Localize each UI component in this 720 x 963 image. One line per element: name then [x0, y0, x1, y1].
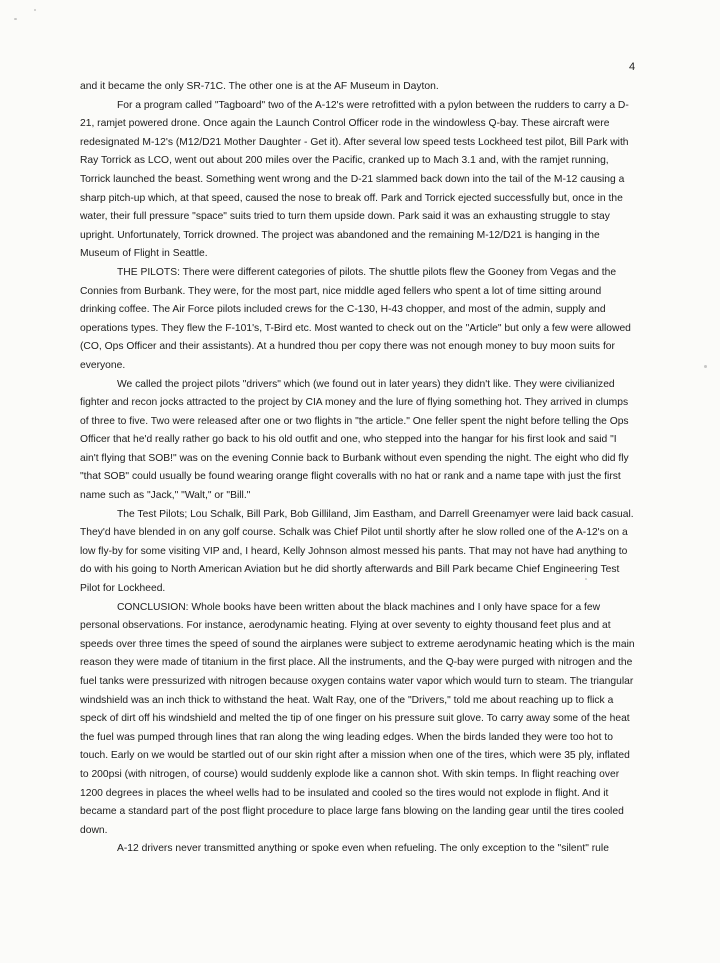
paragraph: For a program called "Tagboard" two of the A-12's were retrofitted with a pylon between the rudders to carry a D-21, ramjet powered drone. Once again the Launch Control Officer rode in the windowless Q-bay. These aircraft were redesignated M-12's (M12/D21 Mother Daughter - Get it). After several low speed tests Lockheed test pilot, Bill Park with Ray Torrick as LCO, went out about 200 miles over the Pacific, cranked up to Mach 3.1 and, with the ramjet running, Torrick launched the beast. Something went wrong and the D-21 slammed back down into the tail of the M-12 causing a sharp pitch-up which, at that speed, caused the nose to break off. Park and Torrick ejected successfully but, once in the water, their full pressure "space" suits tried to turn them upside down. Park said it was an exhausting struggle to stay upright. Unfortunately, Torrick drowned. The project was abandoned and the remaining M-12/D21 is hanging in the Museum of Flight in Seattle. — [80, 99, 629, 260]
scan-speck — [704, 365, 707, 368]
paragraph: THE PILOTS: There were different categories of pilots. The shuttle pilots flew the Gooney from Vegas and the Connies from Burbank. They were, for the most part, nice middle aged fellers who spent a lot of time sitting around drinking coffee. The Air Force pilots included crews for the C-130, H-43 chopper, and most of the admin, supply and operations types. They flew the F-101's, T-Bird etc. Most wanted to check out on the "Article" but only a few were allowed (CO, Ops Officer and their assistants). At a hundred thou per copy there was not enough money to buy moon suits for everyone. — [80, 266, 631, 371]
paragraph: CONCLUSION: Whole books have been written about the black machines and I only have space for a few personal observations. For instance, aerodynamic heating. Flying at over seventy to eighty thousand feet plus and at speeds over three times the speed of sound the airplanes were subject to extreme aerodynamic heating which is the main reason they were made of titanium in the first place. All the instruments, and the Q-bay were purged with nitrogen and the fuel tanks were pressurized with nitrogen because oxygen contains water vapor which would turn to steam. The triangular windshield was an inch thick to withstand the heat. Walt Ray, one of the "Drivers," told me about reaching up to flick a speck of dirt off his windshield and melted the tip of one finger on his pressure suit glove. To carry away some of the heat the fuel was pumped through lines that ran along the wing leading edges. When the birds landed they were too hot to touch. Early on we would be startled out of our skin right after a mission when one of the tires, which were 35 ply, inflated to 200psi (with nitrogen, of course) would suddenly explode like a cannon shot. With skin temps. In flight reaching over 1200 degrees in places the wheel wells had to be insulated and cooled so the tires would not explode in flight. And it became a standard part of the post flight procedure to place large fans blowing on the landing gear until the tires cooled down. — [80, 601, 635, 836]
paragraph: The Test Pilots; Lou Schalk, Bill Park, Bob Gilliland, Jim Eastham, and Darrell Greenamyer were laid back casual. They'd have blended in on any golf course. Schalk was Chief Pilot until shortly after he slow rolled one of the A-12's on a low fly-by for some visiting VIP and, I heard, Kelly Johnson almost messed his pants. That may not have had anything to do with his going to North American Aviation but he did shortly afterwards and Bill Park became Chief Engineering Test Pilot for Lockheed. — [80, 508, 634, 595]
page-number: 4 — [629, 61, 636, 73]
paragraph: and it became the only SR-71C. The other one is at the AF Museum in Dayton. — [80, 81, 439, 92]
paragraph: We called the project pilots "drivers" which (we found out in later years) they didn't like. They were civilianized fighter and recon jocks attracted to the project by CIA money and the lure of flying something hot. They arrived in clumps of three to five. Two were released after one or two flights in "the article." One feller spent the night before telling the Ops Officer that he'd really rather go back to his old outfit and one, who stepped into the hangar for his first look and said "I ain't flying that SOB!" was on the evening Connie back to Burbank without even spending the night. The eight who did fly "that SOB" could usually be found wearing orange flight coveralls with no hat or rank and a name tape with just the first name such as "Jack," "Walt," or "Bill." — [80, 378, 629, 502]
paragraph: A-12 drivers never transmitted anything or spoke even when refueling. The only exception to the "silent" rule — [117, 843, 609, 855]
body-text — [80, 78, 636, 859]
scan-speck — [34, 9, 36, 11]
scan-speck — [14, 18, 17, 20]
